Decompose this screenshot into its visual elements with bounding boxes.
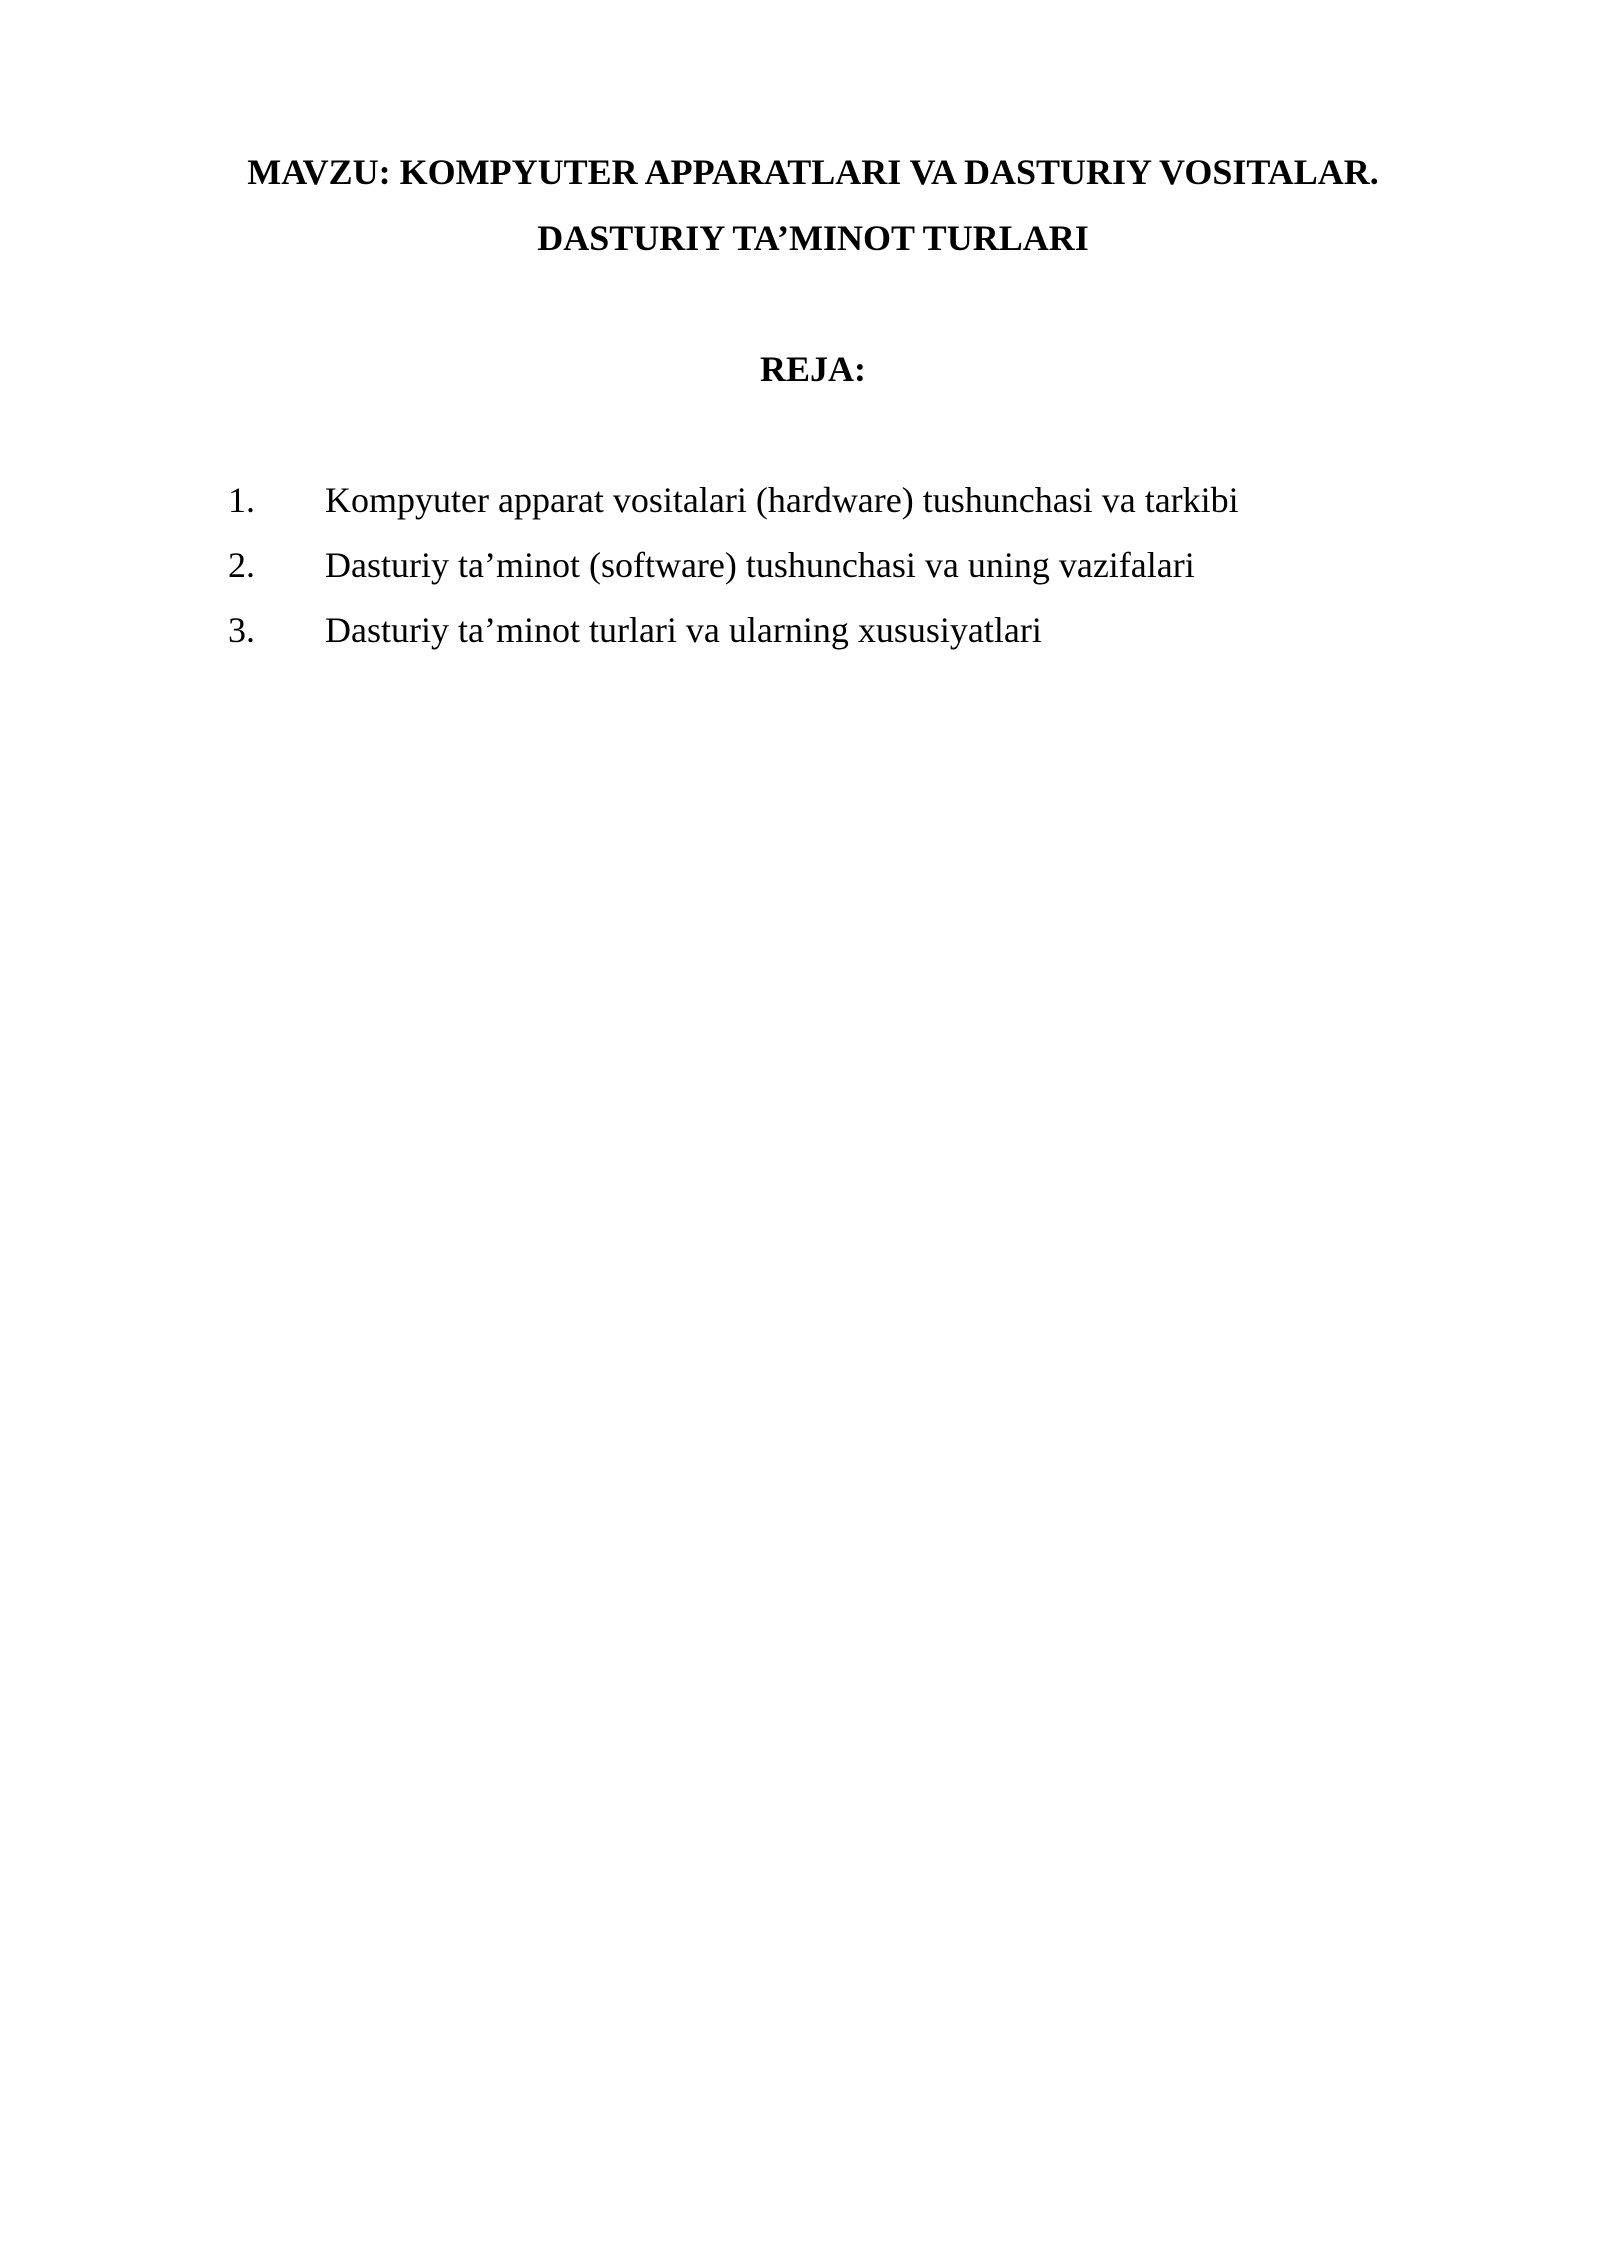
- plan-item-number: 3.: [228, 610, 255, 650]
- plan-item-text: Dasturiy ta’minot turlari va ularning xususiyatlari: [325, 610, 1042, 650]
- plan-item-number: 2.: [228, 545, 255, 585]
- plan-heading: REJA:: [760, 349, 866, 389]
- plan-item: [0, 543, 1600, 608]
- document-title-line-2: DASTURIY TA’MINOT TURLARI: [537, 218, 1089, 258]
- plan-item-text: Dasturiy ta’minot (software) tushunchasi va uning vazifalari: [325, 545, 1195, 585]
- plan-item: [0, 608, 1600, 673]
- plan-item-number: 1.: [228, 480, 255, 520]
- plan-item: [0, 478, 1600, 543]
- plan-list: [0, 478, 1600, 673]
- plan-item-text: Kompyuter apparat vositalari (hardware) tushunchasi va tarkibi: [325, 480, 1239, 520]
- document-title-line-1: MAVZU: KOMPYUTER APPARATLARI VA DASTURIY VOSITALAR.: [247, 152, 1379, 192]
